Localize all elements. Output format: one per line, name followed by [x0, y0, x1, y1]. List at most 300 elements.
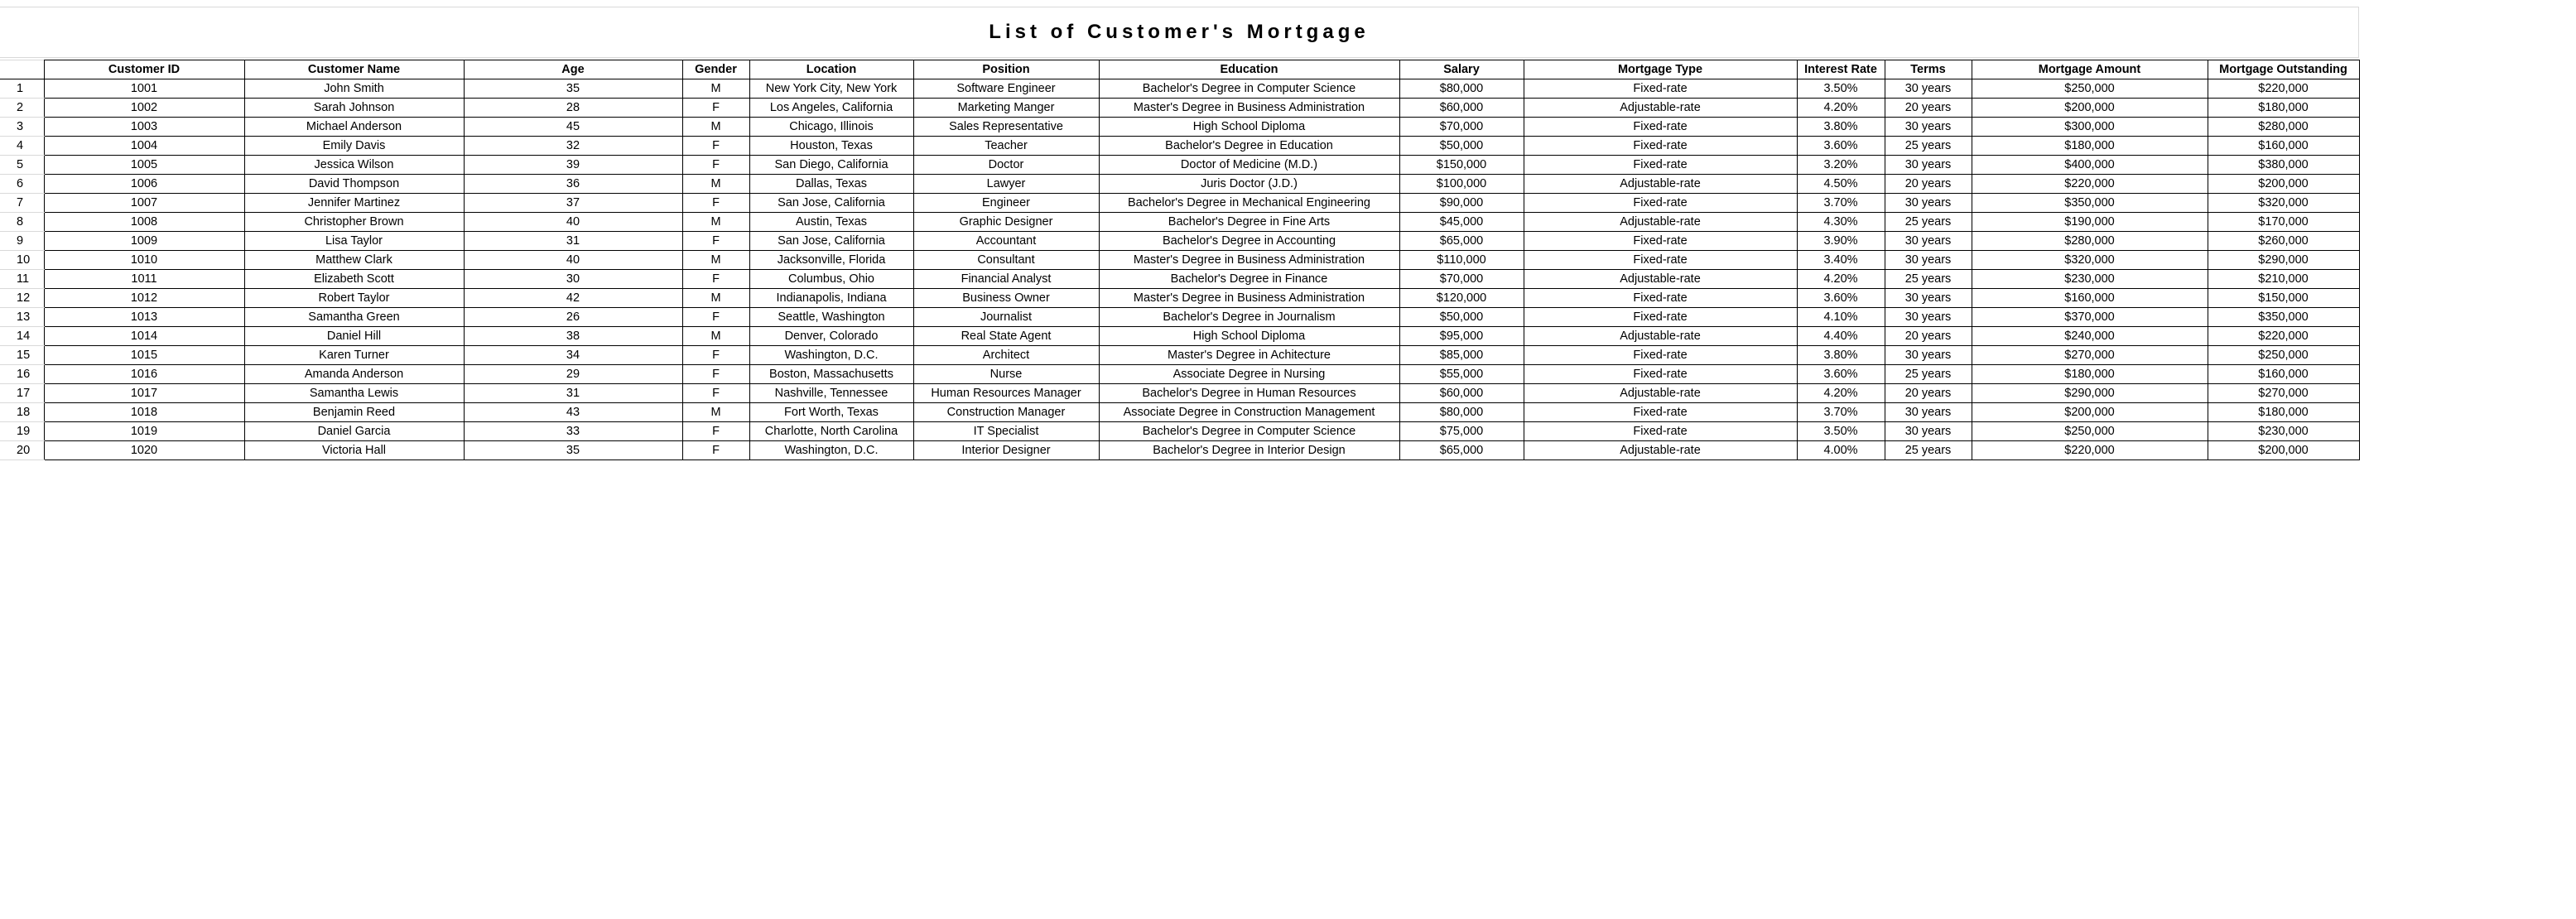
- table-cell[interactable]: F: [682, 99, 749, 118]
- table-cell[interactable]: $45,000: [1399, 213, 1524, 232]
- table-cell[interactable]: 20 years: [1885, 99, 1972, 118]
- table-cell[interactable]: 38: [464, 327, 682, 346]
- table-cell[interactable]: 30 years: [1885, 118, 1972, 137]
- table-cell[interactable]: Adjustable-rate: [1524, 327, 1797, 346]
- table-cell[interactable]: 1014: [44, 327, 244, 346]
- table-cell[interactable]: M: [682, 118, 749, 137]
- table-cell[interactable]: 1018: [44, 403, 244, 422]
- table-cell[interactable]: Fixed-rate: [1524, 308, 1797, 327]
- table-cell[interactable]: 30: [464, 270, 682, 289]
- table-cell[interactable]: 1006: [44, 175, 244, 194]
- table-cell[interactable]: Bachelor's Degree in Interior Design: [1099, 441, 1399, 460]
- table-cell[interactable]: Fixed-rate: [1524, 232, 1797, 251]
- table-cell[interactable]: $220,000: [1972, 441, 2208, 460]
- table-cell[interactable]: 31: [464, 232, 682, 251]
- table-cell[interactable]: Fixed-rate: [1524, 194, 1797, 213]
- table-cell[interactable]: $400,000: [1972, 156, 2208, 175]
- table-cell[interactable]: $70,000: [1399, 118, 1524, 137]
- table-cell[interactable]: 42: [464, 289, 682, 308]
- table-cell[interactable]: Financial Analyst: [913, 270, 1099, 289]
- table-cell[interactable]: Human Resources Manager: [913, 384, 1099, 403]
- table-cell[interactable]: $230,000: [2208, 422, 2359, 441]
- table-cell[interactable]: Graphic Designer: [913, 213, 1099, 232]
- table-cell[interactable]: F: [682, 365, 749, 384]
- table-cell[interactable]: 1008: [44, 213, 244, 232]
- table-cell[interactable]: Real State Agent: [913, 327, 1099, 346]
- table-row: [0, 99, 2359, 118]
- table-cell[interactable]: $350,000: [2208, 308, 2359, 327]
- table-cell[interactable]: 25 years: [1885, 270, 1972, 289]
- table-cell[interactable]: $150,000: [2208, 289, 2359, 308]
- table-cell[interactable]: Jacksonville, Florida: [749, 251, 913, 270]
- table-cell[interactable]: Chicago, Illinois: [749, 118, 913, 137]
- table-cell[interactable]: $200,000: [1972, 99, 2208, 118]
- table-cell[interactable]: $320,000: [2208, 194, 2359, 213]
- table-cell[interactable]: Fixed-rate: [1524, 346, 1797, 365]
- table-cell[interactable]: $370,000: [1972, 308, 2208, 327]
- table-cell[interactable]: 32: [464, 137, 682, 156]
- title-cell[interactable]: [0, 7, 2359, 58]
- table-cell[interactable]: $65,000: [1399, 232, 1524, 251]
- table-cell[interactable]: $220,000: [2208, 79, 2359, 99]
- table-cell[interactable]: Bachelor's Degree in Journalism: [1099, 308, 1399, 327]
- table-cell[interactable]: $50,000: [1399, 308, 1524, 327]
- table-cell[interactable]: Fixed-rate: [1524, 289, 1797, 308]
- table-cell[interactable]: Adjustable-rate: [1524, 270, 1797, 289]
- table-cell[interactable]: Amanda Anderson: [244, 365, 464, 384]
- table-cell[interactable]: Master's Degree in Business Administration: [1099, 289, 1399, 308]
- row-number: 1: [0, 79, 44, 99]
- table-cell[interactable]: 20 years: [1885, 175, 1972, 194]
- table-cell[interactable]: 30 years: [1885, 194, 1972, 213]
- table-cell[interactable]: $350,000: [1972, 194, 2208, 213]
- column-header[interactable]: Mortgage Amount: [1972, 60, 2208, 79]
- table-cell[interactable]: Construction Manager: [913, 403, 1099, 422]
- table-cell[interactable]: Lawyer: [913, 175, 1099, 194]
- table-cell[interactable]: John Smith: [244, 79, 464, 99]
- table-cell[interactable]: $250,000: [1972, 79, 2208, 99]
- table-cell[interactable]: 1009: [44, 232, 244, 251]
- table-cell[interactable]: $280,000: [2208, 118, 2359, 137]
- table-cell[interactable]: $200,000: [2208, 175, 2359, 194]
- table-cell[interactable]: Teacher: [913, 137, 1099, 156]
- table-cell[interactable]: Los Angeles, California: [749, 99, 913, 118]
- table-cell[interactable]: Interior Designer: [913, 441, 1099, 460]
- table-cell[interactable]: 4.20%: [1797, 270, 1885, 289]
- table-cell[interactable]: 1002: [44, 99, 244, 118]
- table-cell[interactable]: Michael Anderson: [244, 118, 464, 137]
- table-cell[interactable]: 1003: [44, 118, 244, 137]
- table-cell[interactable]: $380,000: [2208, 156, 2359, 175]
- table-cell[interactable]: Master's Degree in Achitecture: [1099, 346, 1399, 365]
- table-cell[interactable]: $50,000: [1399, 137, 1524, 156]
- table-cell[interactable]: $250,000: [2208, 346, 2359, 365]
- table-cell[interactable]: 4.00%: [1797, 441, 1885, 460]
- table-cell[interactable]: Daniel Garcia: [244, 422, 464, 441]
- table-cell[interactable]: 30 years: [1885, 251, 1972, 270]
- table-cell[interactable]: 30 years: [1885, 79, 1972, 99]
- table-cell[interactable]: Charlotte, North Carolina: [749, 422, 913, 441]
- table-cell[interactable]: Doctor of Medicine (M.D.): [1099, 156, 1399, 175]
- table-cell[interactable]: $170,000: [2208, 213, 2359, 232]
- column-header[interactable]: Education: [1099, 60, 1399, 79]
- table-cell[interactable]: 4.20%: [1797, 384, 1885, 403]
- table-cell[interactable]: $180,000: [1972, 137, 2208, 156]
- table-cell[interactable]: 30 years: [1885, 403, 1972, 422]
- table-cell[interactable]: Juris Doctor (J.D.): [1099, 175, 1399, 194]
- table-cell[interactable]: Bachelor's Degree in Mechanical Engineering: [1099, 194, 1399, 213]
- table-cell[interactable]: Fixed-rate: [1524, 118, 1797, 137]
- table-cell[interactable]: Sarah Johnson: [244, 99, 464, 118]
- table-row: [0, 308, 2359, 327]
- table-cell[interactable]: Daniel Hill: [244, 327, 464, 346]
- table-cell[interactable]: M: [682, 289, 749, 308]
- table-cell[interactable]: Houston, Texas: [749, 137, 913, 156]
- row-number-header: [0, 60, 44, 79]
- table-cell[interactable]: M: [682, 175, 749, 194]
- table-cell[interactable]: Denver, Colorado: [749, 327, 913, 346]
- table-cell[interactable]: $160,000: [2208, 365, 2359, 384]
- table-cell[interactable]: Engineer: [913, 194, 1099, 213]
- table-cell[interactable]: 3.80%: [1797, 346, 1885, 365]
- table-cell[interactable]: $150,000: [1399, 156, 1524, 175]
- table-cell[interactable]: 4.50%: [1797, 175, 1885, 194]
- table-cell[interactable]: 1019: [44, 422, 244, 441]
- table-cell[interactable]: Benjamin Reed: [244, 403, 464, 422]
- table-cell[interactable]: 45: [464, 118, 682, 137]
- table-cell[interactable]: $300,000: [1972, 118, 2208, 137]
- table-cell[interactable]: 35: [464, 79, 682, 99]
- table-cell[interactable]: Marketing Manger: [913, 99, 1099, 118]
- table-cell[interactable]: $180,000: [2208, 403, 2359, 422]
- table-cell[interactable]: Bachelor's Degree in Education: [1099, 137, 1399, 156]
- table-cell[interactable]: 4.40%: [1797, 327, 1885, 346]
- table-cell[interactable]: 1004: [44, 137, 244, 156]
- table-cell[interactable]: M: [682, 403, 749, 422]
- table-cell[interactable]: F: [682, 308, 749, 327]
- table-cell[interactable]: 39: [464, 156, 682, 175]
- table-cell[interactable]: Fixed-rate: [1524, 137, 1797, 156]
- column-header[interactable]: Interest Rate: [1797, 60, 1885, 79]
- table-row: [0, 118, 2359, 137]
- row-number: 20: [0, 441, 44, 460]
- column-header[interactable]: Salary: [1399, 60, 1524, 79]
- table-cell[interactable]: $55,000: [1399, 365, 1524, 384]
- table-cell[interactable]: 1020: [44, 441, 244, 460]
- table-cell[interactable]: Nashville, Tennessee: [749, 384, 913, 403]
- table-cell[interactable]: $320,000: [1972, 251, 2208, 270]
- table-cell[interactable]: $290,000: [2208, 251, 2359, 270]
- table-cell[interactable]: $95,000: [1399, 327, 1524, 346]
- table-cell[interactable]: 35: [464, 441, 682, 460]
- table-cell[interactable]: 30 years: [1885, 346, 1972, 365]
- table-cell[interactable]: Business Owner: [913, 289, 1099, 308]
- table-cell[interactable]: $270,000: [2208, 384, 2359, 403]
- table-cell[interactable]: 4.10%: [1797, 308, 1885, 327]
- row-number: 5: [0, 156, 44, 175]
- column-header[interactable]: Gender: [682, 60, 749, 79]
- table-cell[interactable]: Master's Degree in Business Administration: [1099, 251, 1399, 270]
- table-row: [0, 289, 2359, 308]
- table-cell[interactable]: 25 years: [1885, 441, 1972, 460]
- row-number: 19: [0, 422, 44, 441]
- table-cell[interactable]: $290,000: [1972, 384, 2208, 403]
- table-cell[interactable]: Architect: [913, 346, 1099, 365]
- table-cell[interactable]: 3.70%: [1797, 194, 1885, 213]
- table-cell[interactable]: 40: [464, 251, 682, 270]
- table-cell[interactable]: 30 years: [1885, 156, 1972, 175]
- table-cell[interactable]: Fixed-rate: [1524, 365, 1797, 384]
- table-cell[interactable]: Adjustable-rate: [1524, 175, 1797, 194]
- table-cell[interactable]: 1012: [44, 289, 244, 308]
- table-cell[interactable]: Fixed-rate: [1524, 422, 1797, 441]
- table-cell[interactable]: F: [682, 194, 749, 213]
- table-cell[interactable]: Consultant: [913, 251, 1099, 270]
- table-cell[interactable]: $190,000: [1972, 213, 2208, 232]
- table-cell[interactable]: 29: [464, 365, 682, 384]
- table-cell[interactable]: F: [682, 441, 749, 460]
- table-cell[interactable]: $120,000: [1399, 289, 1524, 308]
- table-cell[interactable]: Bachelor's Degree in Computer Science: [1099, 422, 1399, 441]
- table-cell[interactable]: San Jose, California: [749, 194, 913, 213]
- table-cell[interactable]: Karen Turner: [244, 346, 464, 365]
- table-cell[interactable]: F: [682, 422, 749, 441]
- table-cell[interactable]: $270,000: [1972, 346, 2208, 365]
- table-cell[interactable]: $220,000: [2208, 327, 2359, 346]
- table-cell[interactable]: David Thompson: [244, 175, 464, 194]
- table-cell[interactable]: Nurse: [913, 365, 1099, 384]
- table-cell[interactable]: 34: [464, 346, 682, 365]
- table-cell[interactable]: 3.60%: [1797, 289, 1885, 308]
- table-cell[interactable]: 43: [464, 403, 682, 422]
- table-cell[interactable]: Fixed-rate: [1524, 403, 1797, 422]
- column-header[interactable]: Customer ID: [44, 60, 244, 79]
- table-cell[interactable]: 30 years: [1885, 308, 1972, 327]
- table-cell[interactable]: 25 years: [1885, 137, 1972, 156]
- table-cell[interactable]: 1001: [44, 79, 244, 99]
- table-cell[interactable]: Boston, Massachusetts: [749, 365, 913, 384]
- table-cell[interactable]: Fixed-rate: [1524, 79, 1797, 99]
- table-cell[interactable]: Bachelor's Degree in Fine Arts: [1099, 213, 1399, 232]
- table-row: [0, 270, 2359, 289]
- table-cell[interactable]: 20 years: [1885, 384, 1972, 403]
- table-cell[interactable]: Journalist: [913, 308, 1099, 327]
- table-cell[interactable]: Seattle, Washington: [749, 308, 913, 327]
- table-cell[interactable]: Master's Degree in Business Administration: [1099, 99, 1399, 118]
- table-cell[interactable]: F: [682, 137, 749, 156]
- table-cell[interactable]: Adjustable-rate: [1524, 213, 1797, 232]
- table-cell[interactable]: $160,000: [1972, 289, 2208, 308]
- table-cell[interactable]: IT Specialist: [913, 422, 1099, 441]
- table-cell[interactable]: F: [682, 156, 749, 175]
- table-cell[interactable]: 3.70%: [1797, 403, 1885, 422]
- column-header[interactable]: Position: [913, 60, 1099, 79]
- column-header[interactable]: Location: [749, 60, 913, 79]
- table-cell[interactable]: Emily Davis: [244, 137, 464, 156]
- table-cell[interactable]: 3.60%: [1797, 365, 1885, 384]
- column-header[interactable]: Age: [464, 60, 682, 79]
- table-cell[interactable]: $160,000: [2208, 137, 2359, 156]
- table-cell[interactable]: $80,000: [1399, 79, 1524, 99]
- table-cell[interactable]: Adjustable-rate: [1524, 99, 1797, 118]
- table-cell[interactable]: $80,000: [1399, 403, 1524, 422]
- row-number: 7: [0, 194, 44, 213]
- table-cell[interactable]: $220,000: [1972, 175, 2208, 194]
- table-cell[interactable]: Accountant: [913, 232, 1099, 251]
- table-cell[interactable]: 25 years: [1885, 213, 1972, 232]
- row-number: 18: [0, 403, 44, 422]
- column-header[interactable]: Terms: [1885, 60, 1972, 79]
- table-cell[interactable]: $100,000: [1399, 175, 1524, 194]
- table-cell[interactable]: $70,000: [1399, 270, 1524, 289]
- table-cell[interactable]: Elizabeth Scott: [244, 270, 464, 289]
- table-cell[interactable]: Jessica Wilson: [244, 156, 464, 175]
- table-cell[interactable]: M: [682, 327, 749, 346]
- table-cell[interactable]: 26: [464, 308, 682, 327]
- table-cell[interactable]: Bachelor's Degree in Computer Science: [1099, 79, 1399, 99]
- table-row: [0, 365, 2359, 384]
- table-cell[interactable]: 1010: [44, 251, 244, 270]
- table-cell[interactable]: M: [682, 213, 749, 232]
- table-cell[interactable]: 1011: [44, 270, 244, 289]
- table-cell[interactable]: Doctor: [913, 156, 1099, 175]
- table-cell[interactable]: 20 years: [1885, 327, 1972, 346]
- table-cell[interactable]: Dallas, Texas: [749, 175, 913, 194]
- table-cell[interactable]: F: [682, 232, 749, 251]
- table-cell[interactable]: 36: [464, 175, 682, 194]
- table-cell[interactable]: M: [682, 251, 749, 270]
- row-number: 2: [0, 99, 44, 118]
- table-cell[interactable]: 3.40%: [1797, 251, 1885, 270]
- column-header[interactable]: Mortgage Type: [1524, 60, 1797, 79]
- column-header[interactable]: Mortgage Outstanding: [2208, 60, 2359, 79]
- table-cell[interactable]: $280,000: [1972, 232, 2208, 251]
- table-cell[interactable]: Matthew Clark: [244, 251, 464, 270]
- table-cell[interactable]: $180,000: [1972, 365, 2208, 384]
- table-cell[interactable]: $60,000: [1399, 384, 1524, 403]
- table-cell[interactable]: $90,000: [1399, 194, 1524, 213]
- table-cell[interactable]: 40: [464, 213, 682, 232]
- row-number: 15: [0, 346, 44, 365]
- table-cell[interactable]: Adjustable-rate: [1524, 384, 1797, 403]
- table-cell[interactable]: Bachelor's Degree in Accounting: [1099, 232, 1399, 251]
- table-cell[interactable]: 28: [464, 99, 682, 118]
- table-cell[interactable]: Columbus, Ohio: [749, 270, 913, 289]
- table-cell[interactable]: $250,000: [1972, 422, 2208, 441]
- table-cell[interactable]: 3.90%: [1797, 232, 1885, 251]
- table-cell[interactable]: 3.20%: [1797, 156, 1885, 175]
- table-cell[interactable]: $75,000: [1399, 422, 1524, 441]
- table-row: [0, 232, 2359, 251]
- table-cell[interactable]: 1015: [44, 346, 244, 365]
- table-cell[interactable]: Bachelor's Degree in Human Resources: [1099, 384, 1399, 403]
- table-cell[interactable]: 30 years: [1885, 232, 1972, 251]
- table-cell[interactable]: $230,000: [1972, 270, 2208, 289]
- table-cell[interactable]: 33: [464, 422, 682, 441]
- table-cell[interactable]: Victoria Hall: [244, 441, 464, 460]
- table-cell[interactable]: F: [682, 384, 749, 403]
- row-number: 9: [0, 232, 44, 251]
- table-cell[interactable]: Samantha Green: [244, 308, 464, 327]
- table-cell[interactable]: Software Engineer: [913, 79, 1099, 99]
- table-cell[interactable]: $60,000: [1399, 99, 1524, 118]
- table-cell[interactable]: $85,000: [1399, 346, 1524, 365]
- table-cell[interactable]: 1007: [44, 194, 244, 213]
- row-number: 14: [0, 327, 44, 346]
- table-cell[interactable]: F: [682, 270, 749, 289]
- table-cell[interactable]: 30 years: [1885, 289, 1972, 308]
- table-cell[interactable]: 3.80%: [1797, 118, 1885, 137]
- table-cell[interactable]: 1013: [44, 308, 244, 327]
- table-cell[interactable]: $200,000: [1972, 403, 2208, 422]
- table-cell[interactable]: F: [682, 346, 749, 365]
- table-cell[interactable]: M: [682, 79, 749, 99]
- table-cell[interactable]: Fixed-rate: [1524, 251, 1797, 270]
- table-cell[interactable]: New York City, New York: [749, 79, 913, 99]
- table-cell[interactable]: 4.20%: [1797, 99, 1885, 118]
- table-cell[interactable]: Christopher Brown: [244, 213, 464, 232]
- table-cell[interactable]: Samantha Lewis: [244, 384, 464, 403]
- table-cell[interactable]: Fixed-rate: [1524, 156, 1797, 175]
- table-row: [0, 422, 2359, 441]
- table-cell[interactable]: High School Diploma: [1099, 327, 1399, 346]
- table-row: [0, 403, 2359, 422]
- table-cell[interactable]: Fort Worth, Texas: [749, 403, 913, 422]
- table-cell[interactable]: $65,000: [1399, 441, 1524, 460]
- table-cell[interactable]: 1005: [44, 156, 244, 175]
- table-cell[interactable]: 4.30%: [1797, 213, 1885, 232]
- row-number: 16: [0, 365, 44, 384]
- table-cell[interactable]: Lisa Taylor: [244, 232, 464, 251]
- table-cell[interactable]: 3.50%: [1797, 79, 1885, 99]
- table-cell[interactable]: 30 years: [1885, 422, 1972, 441]
- table-cell[interactable]: $210,000: [2208, 270, 2359, 289]
- table-cell[interactable]: Associate Degree in Construction Management: [1099, 403, 1399, 422]
- column-header[interactable]: Customer Name: [244, 60, 464, 79]
- table-cell[interactable]: 1016: [44, 365, 244, 384]
- table-cell[interactable]: 3.60%: [1797, 137, 1885, 156]
- table-cell[interactable]: 37: [464, 194, 682, 213]
- table-cell[interactable]: $180,000: [2208, 99, 2359, 118]
- table-cell[interactable]: Washington, D.C.: [749, 346, 913, 365]
- table-cell[interactable]: $240,000: [1972, 327, 2208, 346]
- row-number: 11: [0, 270, 44, 289]
- table-cell[interactable]: Associate Degree in Nursing: [1099, 365, 1399, 384]
- row-number: 4: [0, 137, 44, 156]
- table-cell[interactable]: 25 years: [1885, 365, 1972, 384]
- table-cell[interactable]: Indianapolis, Indiana: [749, 289, 913, 308]
- row-number: 12: [0, 289, 44, 308]
- table-cell[interactable]: Adjustable-rate: [1524, 441, 1797, 460]
- table-cell[interactable]: $260,000: [2208, 232, 2359, 251]
- table-cell[interactable]: $110,000: [1399, 251, 1524, 270]
- table-cell[interactable]: Sales Representative: [913, 118, 1099, 137]
- table-cell[interactable]: San Diego, California: [749, 156, 913, 175]
- table-cell[interactable]: San Jose, California: [749, 232, 913, 251]
- table-cell[interactable]: 31: [464, 384, 682, 403]
- table-cell[interactable]: Bachelor's Degree in Finance: [1099, 270, 1399, 289]
- table-cell[interactable]: Washington, D.C.: [749, 441, 913, 460]
- table-cell[interactable]: 3.50%: [1797, 422, 1885, 441]
- table-cell[interactable]: $200,000: [2208, 441, 2359, 460]
- table-row: [0, 441, 2359, 460]
- table-cell[interactable]: 1017: [44, 384, 244, 403]
- table-cell[interactable]: Jennifer Martinez: [244, 194, 464, 213]
- row-number: 6: [0, 175, 44, 194]
- table-cell[interactable]: High School Diploma: [1099, 118, 1399, 137]
- table-cell[interactable]: Austin, Texas: [749, 213, 913, 232]
- table-cell[interactable]: Robert Taylor: [244, 289, 464, 308]
